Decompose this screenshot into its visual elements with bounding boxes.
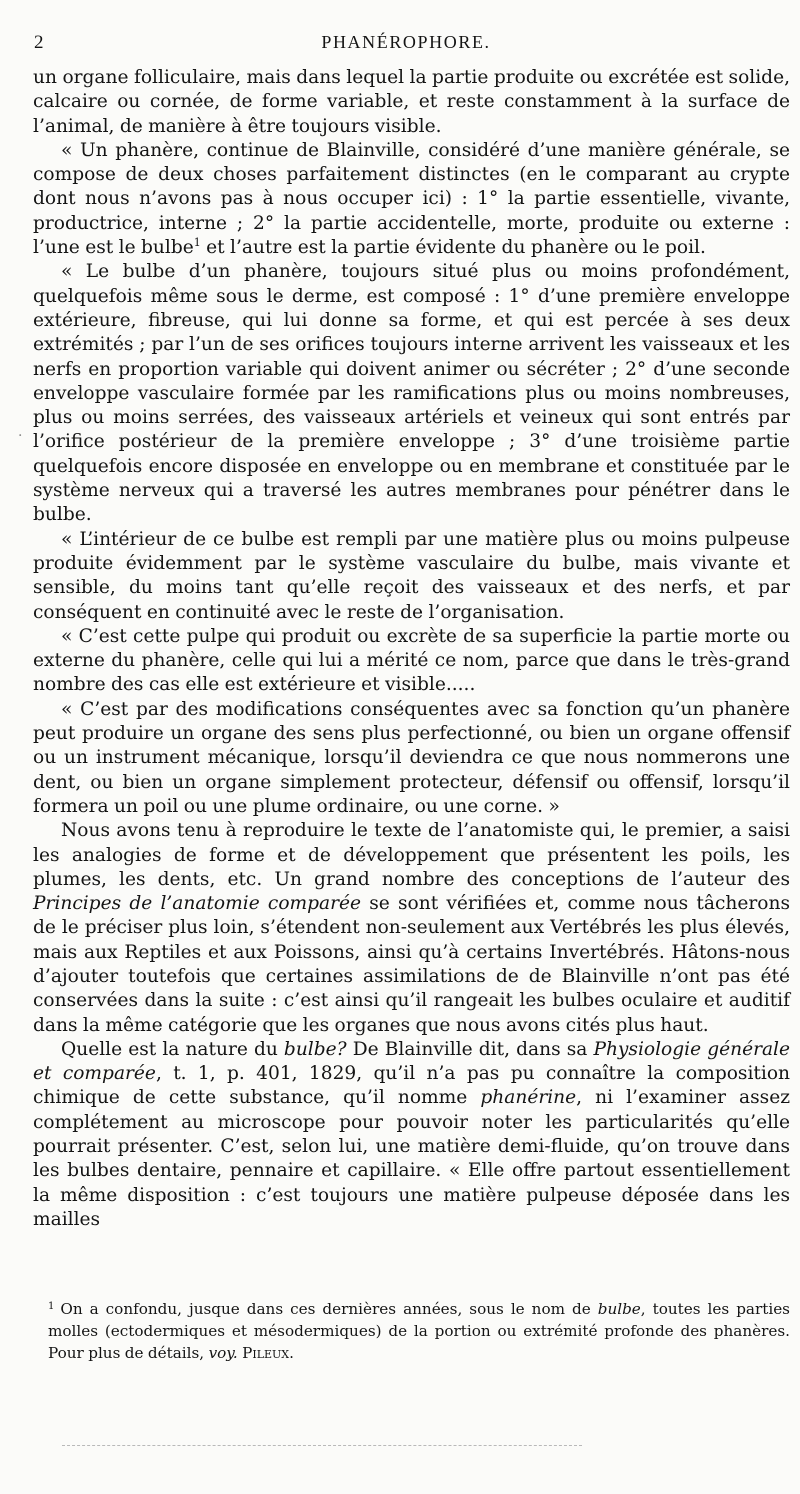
text-run: « C’est cette pulpe qui produit ou excrète de sa superficie la partie morte ou externe du phanère, celle qui lui a mérité ce nom, parce que dans le très-grand nombre des cas elle est extérieure et visible..... xyxy=(33,625,790,696)
body-text xyxy=(33,66,790,1232)
paragraph xyxy=(33,1038,790,1232)
italic-text: phanérine xyxy=(480,1087,577,1109)
italic-text: bulbe xyxy=(597,1300,641,1318)
italic-text: Physiologie générale et comparée xyxy=(33,1038,791,1085)
text-run: , toutes les parties molles (ectodermiques et mésodermiques) de la portion ou extrémité profonde des phanères. Pour plus de détails, xyxy=(48,1300,790,1362)
paragraph xyxy=(33,698,790,819)
running-title: PHANÉROPHORE. xyxy=(321,32,491,52)
footnotes xyxy=(48,1296,790,1364)
text-run: De Blainville dit, dans sa xyxy=(346,1038,594,1060)
footnote-reference: 1 xyxy=(193,236,201,250)
text-run: « Le bulbe d’un phanère, toujours situé plus ou moins profondément, quelquefois même sous le derme, est composé : 1° d’une première enveloppe extérieure, fibreuse, qui lui donne sa forme, et qui est percée à ses deux extrémités ; par l’un de ses orifices toujours interne arrivent les vaisseaux et les nerfs en proportion variable qui doivent animer ou sécréter ; 2° d’une seconde enveloppe vasculaire formée par les ramifications plus ou moins nombreuses, plus ou moins serrées, des vaisseaux artériels et veineux qui sont entrés par l’orifice postérieur de la première enveloppe ; 3° d’une troisième partie quelquefois encore disposée en enveloppe ou en membrane et constituée par le système nerveux qui a traversé les autres membranes pour pénétrer dans le bulbe. xyxy=(33,261,790,526)
paragraph xyxy=(33,139,790,260)
margin-speck: · xyxy=(18,428,23,444)
text-run: Nous avons tenu à reproduire le texte de l’anatomiste qui, le premier, a saisi les analogies de forme et de développement que présentent les poils, les plumes, les dents, etc. Un grand nombre des conceptions de l’auteur des xyxy=(33,820,790,890)
bottom-rule xyxy=(62,1445,582,1446)
text-run: , ni l’examiner assez complétement au microscope pour pouvoir noter les particularités qu’elle pourrait présenter. C’est, selon lui, une matière demi-fluide, qu’on trouve dans les bulbes dentaire, pennaire et capillaire. « Elle offre partout essentiellement la même disposition : c’est toujours une matière pulpeuse déposée dans les mailles xyxy=(33,1087,790,1230)
running-head xyxy=(34,26,778,56)
text-run: « L’intérieur de ce bulbe est rempli par une matière plus ou moins pulpeuse produite évidemment par le système vasculaire du bulbe, mais vivante et sensible, du moins tant qu’elle reçoit des vaisseaux et des nerfs, et par conséquent en continuité avec le reste de l’organisation. xyxy=(33,528,790,623)
page-number: 2 xyxy=(34,32,44,53)
paragraph xyxy=(33,819,790,1038)
italic-text: bulbe? xyxy=(283,1038,347,1060)
text-run: On a confondu, jusque dans ces dernières années, sous le nom de xyxy=(60,1300,598,1318)
paragraph xyxy=(33,66,790,139)
paragraph xyxy=(33,528,790,625)
text-run: et l’autre est la partie évidente du phanère ou le poil. xyxy=(200,237,706,259)
paragraph xyxy=(33,260,790,527)
text-run: un organe folliculaire, mais dans lequel la partie produite ou excrétée est solide, calcaire ou cornée, de forme variable, et reste constamment à la surface de l’animal, de manière à être toujours visible. xyxy=(33,67,790,137)
text-run: se sont vérifiées et, comme nous tâcherons de le préciser plus loin, s’étendent non-seulement aux Vertébrés les plus élevés, mais aux Reptiles et aux Poissons, ainsi qu’à certains Invertébrés. Hâtons-nous d’ajouter toutefois que certaines assimilations de de Blainville n’ont pas été conservées dans la suite : c’est ainsi qu’il rangeait les bulbes oculaire et auditif dans la même catégorie que les organes que nous avons cités plus haut. xyxy=(33,893,790,1036)
footnote xyxy=(48,1296,790,1364)
italic-text: Principes de l’anatomie comparée xyxy=(33,893,362,915)
italic-text: voy. xyxy=(208,1344,238,1362)
text-run: « Un phanère, continue de Blainville, considéré d’une manière générale, se compose de deux choses parfaitement distinctes (en le comparant au crypte dont nous n’avons pas à nous occuper ici) : 1° la partie essentielle, vivante, productrice, interne ; 2° la partie accidentelle, morte, produite ou externe : l’une est le bulbe xyxy=(33,139,790,259)
text-run: « C’est par des modifications conséquentes avec sa fonction qu’un phanère peut produire un organe des sens plus perfectionné, ou bien un organe offensif ou un instrument mécanique, lorsqu’il deviendra ce que nous nommerons une dent, ou bien un organe simplement protecteur, défensif ou offensif, lorsqu’il formera un poil ou une plume ordinaire, ou une corne. » xyxy=(33,698,790,817)
text-run: , t. 1, p. 401, 1829, qu’il n’a pas pu connaître la composition chimique de cette substance, qu’il nomme xyxy=(33,1063,790,1109)
paragraph xyxy=(33,625,790,698)
small-caps-text: Pileux. xyxy=(242,1344,294,1362)
footnote-marker: 1 xyxy=(48,1301,55,1312)
text-run: Quelle est la nature du xyxy=(61,1038,284,1060)
